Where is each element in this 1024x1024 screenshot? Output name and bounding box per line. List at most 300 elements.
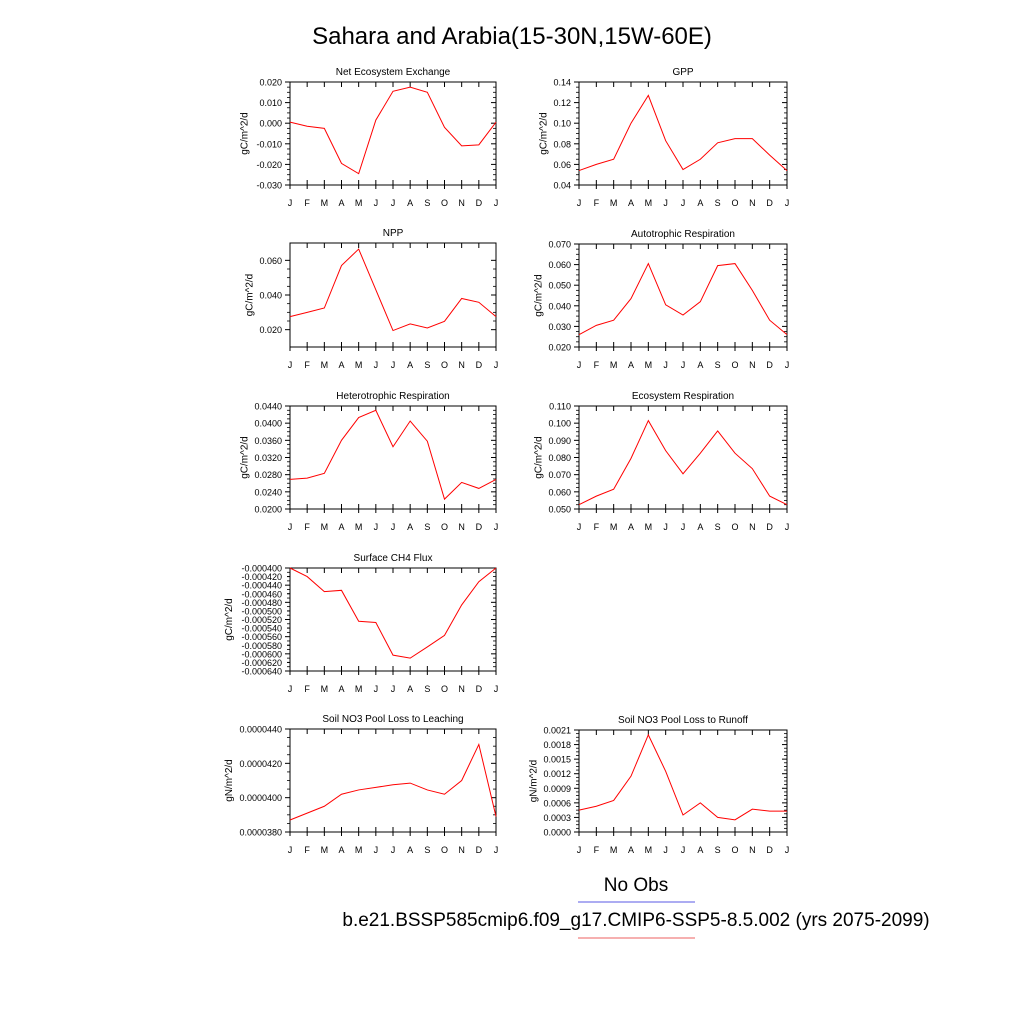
y-tick-label: 0.040 (548, 301, 571, 312)
data-point (495, 816, 496, 817)
y-tick-label: 0.060 (548, 487, 571, 498)
data-point (392, 330, 393, 331)
x-tick-label: N (749, 522, 756, 532)
y-tick-label: -0.000460 (241, 589, 282, 600)
data-point (648, 420, 649, 421)
y-tick-label: 0.0200 (254, 504, 282, 515)
panel-title: Soil NO3 Pool Loss to Leaching (322, 714, 464, 725)
x-tick-label: F (593, 360, 600, 370)
legend (342, 875, 929, 938)
x-tick-label: J (390, 522, 396, 532)
data-point (613, 800, 614, 801)
data-point (648, 734, 649, 735)
x-tick-label: A (697, 522, 704, 532)
x-tick-label: A (697, 198, 704, 208)
data-point (596, 496, 597, 497)
y-tick-label: 0.0000400 (239, 793, 282, 804)
x-tick-label: D (766, 845, 773, 855)
data-point (358, 789, 359, 790)
x-tick-label: A (627, 360, 635, 370)
x-tick-label: M (609, 198, 618, 208)
panel-title: GPP (672, 67, 694, 78)
x-tick-label: S (714, 360, 721, 370)
data-point (769, 155, 770, 156)
x-tick-label: M (320, 360, 329, 370)
data-point (358, 417, 359, 418)
data-point (752, 468, 753, 469)
data-point (461, 145, 462, 146)
y-tick-label: 0.0015 (543, 754, 571, 765)
data-point (630, 298, 631, 299)
y-axis-label: gC/m^2/d (224, 598, 236, 641)
x-tick-label: M (644, 845, 653, 855)
x-tick-label: D (766, 360, 773, 370)
data-point (289, 567, 290, 568)
data-point (444, 794, 445, 795)
data-point (358, 173, 359, 174)
data-point (578, 334, 579, 335)
x-tick-label: M (354, 198, 363, 208)
x-tick-label: J (784, 198, 790, 208)
x-tick-label: J (784, 522, 790, 532)
data-point (630, 776, 631, 777)
y-axis-label: gC/m^2/d (538, 112, 550, 155)
data-point (324, 473, 325, 474)
x-tick-label: O (731, 198, 739, 208)
x-tick-label: J (287, 360, 293, 370)
data-point (717, 142, 718, 143)
x-tick-label: J (287, 522, 293, 532)
y-tick-label: -0.000420 (241, 572, 282, 583)
x-tick-label: A (697, 845, 704, 855)
data-point (665, 771, 666, 772)
x-tick-label: M (354, 845, 363, 855)
x-tick-label: S (424, 198, 431, 208)
data-point (358, 248, 359, 249)
data-point (752, 809, 753, 810)
data-point (289, 316, 290, 317)
y-axis-label: gC/m^2/d (239, 436, 251, 479)
y-tick-label: 0.050 (548, 280, 571, 291)
data-point (700, 301, 701, 302)
y-tick-label: -0.000620 (241, 657, 282, 668)
x-tick-label: S (424, 522, 431, 532)
y-tick-label: 0.100 (548, 418, 571, 429)
y-tick-label: 0.070 (548, 470, 571, 481)
x-tick-label: M (354, 684, 363, 694)
x-tick-label: J (493, 198, 499, 208)
x-tick-label: O (440, 198, 449, 208)
data-point (461, 604, 462, 605)
data-point (444, 499, 445, 500)
x-tick-label: A (407, 845, 414, 855)
x-tick-label: A (407, 198, 414, 208)
panel-title: Soil NO3 Pool Loss to Runoff (618, 715, 748, 726)
x-tick-label: O (440, 360, 449, 370)
data-point (375, 120, 376, 121)
y-tick-label: 0.0006 (543, 798, 571, 809)
data-point (717, 265, 718, 266)
x-tick-label: A (627, 198, 635, 208)
data-point (495, 122, 496, 123)
data-point (613, 159, 614, 160)
data-point (700, 802, 701, 803)
y-tick-label: -0.000500 (241, 606, 282, 617)
data-point (769, 320, 770, 321)
chart-panel (224, 714, 498, 855)
data-point (734, 138, 735, 139)
data-point (700, 159, 701, 160)
x-tick-label: J (287, 845, 293, 855)
y-tick-label: -0.000440 (241, 580, 282, 591)
data-point (478, 302, 479, 303)
data-point (717, 817, 718, 818)
y-tick-label: 0.0000440 (239, 724, 282, 735)
x-tick-label: N (458, 522, 465, 532)
data-point (410, 420, 411, 421)
x-tick-label: O (440, 684, 449, 694)
x-tick-label: J (373, 522, 379, 532)
data-point (596, 325, 597, 326)
chart-panel (239, 67, 498, 208)
data-point (630, 458, 631, 459)
x-tick-label: J (576, 522, 582, 532)
chart-panel (239, 391, 498, 532)
data-point (495, 316, 496, 317)
plot-frame (579, 730, 787, 832)
y-tick-label: 0.0000 (543, 827, 571, 838)
x-tick-label: O (731, 360, 739, 370)
y-tick-label: -0.000540 (241, 623, 282, 634)
data-point (461, 780, 462, 781)
series-line (290, 744, 496, 820)
x-tick-label: M (609, 522, 618, 532)
data-point (427, 327, 428, 328)
x-tick-label: J (576, 845, 582, 855)
data-point (478, 144, 479, 145)
y-tick-label: 0.030 (548, 321, 571, 332)
x-tick-label: F (304, 198, 310, 208)
y-tick-label: 0.040 (259, 290, 282, 301)
data-point (769, 811, 770, 812)
x-tick-label: D (475, 684, 483, 694)
data-point (665, 450, 666, 451)
x-tick-label: N (749, 360, 756, 370)
x-tick-label: F (304, 360, 310, 370)
x-tick-label: M (354, 522, 363, 532)
data-point (700, 453, 701, 454)
panel-title: Surface CH4 Flux (353, 553, 433, 564)
data-point (307, 813, 308, 814)
data-point (578, 810, 579, 811)
data-point (786, 334, 787, 335)
y-axis-label: gC/m^2/d (239, 112, 251, 155)
data-point (648, 95, 649, 96)
y-tick-label: 0.070 (548, 239, 571, 250)
data-point (596, 164, 597, 165)
y-tick-label: 0.12 (553, 98, 571, 109)
x-tick-label: J (784, 845, 790, 855)
y-axis-label: gC/m^2/d (533, 274, 545, 317)
x-tick-label: J (680, 360, 686, 370)
y-tick-label: 0.0320 (254, 453, 282, 463)
x-tick-label: J (390, 360, 396, 370)
x-tick-label: J (493, 684, 499, 694)
series-line (290, 87, 496, 174)
y-tick-label: 0.060 (548, 260, 571, 271)
data-point (307, 478, 308, 479)
panel-title: Net Ecosystem Exchange (335, 67, 451, 78)
x-tick-label: M (609, 845, 618, 855)
y-tick-label: 0.050 (548, 504, 571, 515)
data-point (665, 304, 666, 305)
x-tick-label: N (458, 360, 465, 370)
x-tick-label: J (390, 198, 396, 208)
y-tick-label: 0.0240 (254, 487, 282, 498)
plot-frame (290, 82, 496, 185)
y-tick-label: 0.10 (553, 118, 571, 129)
y-tick-label: 0.0009 (543, 783, 571, 794)
x-tick-label: M (320, 198, 329, 208)
data-point (613, 489, 614, 490)
data-point (786, 811, 787, 812)
y-tick-label: 0.010 (259, 98, 282, 109)
panel-title: Ecosystem Respiration (631, 391, 735, 402)
data-point (307, 312, 308, 313)
y-tick-label: 0.080 (548, 453, 571, 463)
x-tick-label: J (493, 845, 499, 855)
x-tick-label: S (424, 360, 431, 370)
page-title: Sahara and Arabia(15-30N,15W-60E) (312, 23, 712, 50)
x-tick-label: A (338, 522, 345, 532)
data-point (427, 646, 428, 647)
x-tick-label: A (338, 360, 345, 370)
data-point (734, 819, 735, 820)
panel-title: Heterotrophic Respiration (336, 391, 450, 402)
x-tick-label: M (644, 522, 653, 532)
y-tick-label: 0.06 (553, 159, 571, 170)
y-axis-label: gN/m^2/d (224, 759, 236, 802)
data-point (444, 321, 445, 322)
data-point (682, 314, 683, 315)
y-tick-label: 0.000 (259, 118, 282, 129)
data-point (427, 789, 428, 790)
x-tick-label: M (354, 360, 363, 370)
data-point (578, 504, 579, 505)
data-point (461, 298, 462, 299)
x-tick-label: F (593, 198, 600, 208)
y-tick-label: 0.0360 (254, 435, 282, 446)
data-point (734, 453, 735, 454)
y-tick-label: 0.060 (259, 255, 282, 266)
data-point (786, 170, 787, 171)
x-tick-label: J (680, 845, 686, 855)
data-point (630, 123, 631, 124)
data-point (392, 91, 393, 92)
y-tick-label: 0.0021 (543, 725, 571, 736)
x-tick-label: D (475, 198, 483, 208)
y-tick-label: -0.000400 (241, 563, 282, 574)
x-tick-label: J (663, 198, 668, 208)
y-tick-label: 0.020 (259, 325, 282, 336)
data-point (341, 440, 342, 441)
x-tick-label: D (475, 522, 483, 532)
x-tick-label: N (458, 198, 465, 208)
plot-frame (290, 729, 496, 832)
series-line (579, 735, 787, 820)
x-tick-label: J (390, 845, 396, 855)
data-point (752, 290, 753, 291)
y-tick-label: -0.000600 (241, 649, 282, 660)
data-point (289, 122, 290, 123)
x-tick-label: A (697, 360, 704, 370)
data-point (392, 784, 393, 785)
data-point (444, 635, 445, 636)
series-line (290, 249, 496, 330)
x-tick-label: N (458, 684, 465, 694)
x-tick-label: J (680, 198, 686, 208)
x-tick-label: A (338, 845, 345, 855)
legend-model-label: b.e21.BSSP585cmip6.f09_g17.CMIP6-SSP5-8.5.002 (yrs 2075-2099) (342, 910, 930, 931)
x-tick-label: J (576, 198, 582, 208)
chart-panel (534, 229, 790, 370)
data-point (444, 127, 445, 128)
x-tick-label: A (627, 522, 635, 532)
data-point (358, 621, 359, 622)
data-point (478, 744, 479, 745)
y-tick-label: 0.0018 (543, 740, 571, 751)
data-point (752, 138, 753, 139)
y-tick-label: -0.030 (256, 180, 282, 191)
panels (224, 67, 789, 855)
y-axis-label: gN/m^2/d (528, 759, 540, 803)
data-point (375, 787, 376, 788)
y-tick-label: -0.000480 (241, 597, 282, 608)
data-point (769, 496, 770, 497)
x-tick-label: F (304, 845, 310, 855)
data-point (410, 782, 411, 783)
data-point (410, 87, 411, 88)
x-tick-label: J (493, 360, 499, 370)
x-tick-label: S (424, 684, 431, 694)
data-point (324, 591, 325, 592)
x-tick-label: J (784, 360, 790, 370)
y-tick-label: 0.110 (549, 401, 571, 412)
legend-obs-label: No Obs (603, 875, 669, 896)
x-tick-label: D (475, 845, 483, 855)
x-tick-label: J (287, 684, 293, 694)
x-tick-label: A (627, 845, 635, 855)
data-point (682, 169, 683, 170)
y-axis-label: gC/m^2/d (244, 273, 256, 317)
data-point (289, 819, 290, 820)
data-point (341, 794, 342, 795)
chart-panel (528, 715, 789, 855)
x-tick-label: N (749, 198, 756, 208)
x-tick-label: J (373, 684, 379, 694)
x-tick-label: J (287, 198, 293, 208)
y-tick-label: 0.14 (553, 77, 571, 88)
x-tick-label: J (663, 522, 668, 532)
y-tick-label: -0.000580 (241, 640, 282, 651)
y-tick-label: 0.0440 (254, 401, 282, 412)
data-point (410, 323, 411, 324)
chart-panel (534, 391, 790, 532)
x-tick-label: J (663, 845, 668, 855)
data-point (375, 410, 376, 411)
panel-title: Autotrophic Respiration (631, 229, 735, 240)
data-point (495, 479, 496, 480)
x-tick-label: F (593, 522, 600, 532)
data-point (427, 92, 428, 93)
plot-frame (290, 406, 496, 509)
data-point (665, 140, 666, 141)
x-tick-label: M (320, 522, 329, 532)
series-line (579, 421, 787, 505)
y-axis-label: gC/m^2/d (533, 436, 545, 479)
data-point (734, 263, 735, 264)
x-tick-label: S (714, 198, 721, 208)
y-tick-label: -0.010 (256, 139, 282, 150)
x-tick-label: J (373, 198, 379, 208)
x-tick-label: M (320, 845, 329, 855)
data-point (375, 622, 376, 623)
data-point (596, 806, 597, 807)
x-tick-label: O (731, 522, 739, 532)
x-tick-label: A (338, 684, 345, 694)
data-point (324, 307, 325, 308)
x-tick-label: O (440, 845, 449, 855)
data-point (613, 320, 614, 321)
series-line (579, 95, 787, 170)
data-point (461, 482, 462, 483)
data-point (324, 806, 325, 807)
data-point (682, 814, 683, 815)
data-point (478, 581, 479, 582)
x-tick-label: O (440, 522, 449, 532)
x-tick-label: D (766, 522, 773, 532)
data-point (307, 126, 308, 127)
panel-title: NPP (382, 228, 404, 239)
x-tick-label: F (593, 845, 600, 855)
data-point (648, 263, 649, 264)
x-tick-label: M (609, 360, 618, 370)
data-point (717, 430, 718, 431)
data-point (478, 488, 479, 489)
series-line (290, 410, 496, 499)
y-tick-label: -0.000640 (241, 666, 282, 677)
x-tick-label: S (424, 845, 431, 855)
x-tick-label: J (680, 522, 686, 532)
x-tick-label: F (304, 684, 310, 694)
chart-panel (224, 553, 498, 694)
data-point (495, 567, 496, 568)
x-tick-label: A (338, 198, 345, 208)
series-line (290, 568, 496, 658)
x-tick-label: A (407, 522, 414, 532)
y-tick-label: 0.090 (548, 435, 571, 446)
chart-panel (245, 228, 499, 370)
data-point (392, 655, 393, 656)
x-tick-label: A (407, 684, 414, 694)
data-point (341, 265, 342, 266)
y-tick-label: 0.0003 (543, 812, 571, 823)
x-tick-label: O (731, 845, 739, 855)
x-tick-label: J (373, 360, 379, 370)
y-tick-label: 0.08 (553, 139, 571, 150)
x-tick-label: M (644, 360, 653, 370)
data-point (307, 576, 308, 577)
